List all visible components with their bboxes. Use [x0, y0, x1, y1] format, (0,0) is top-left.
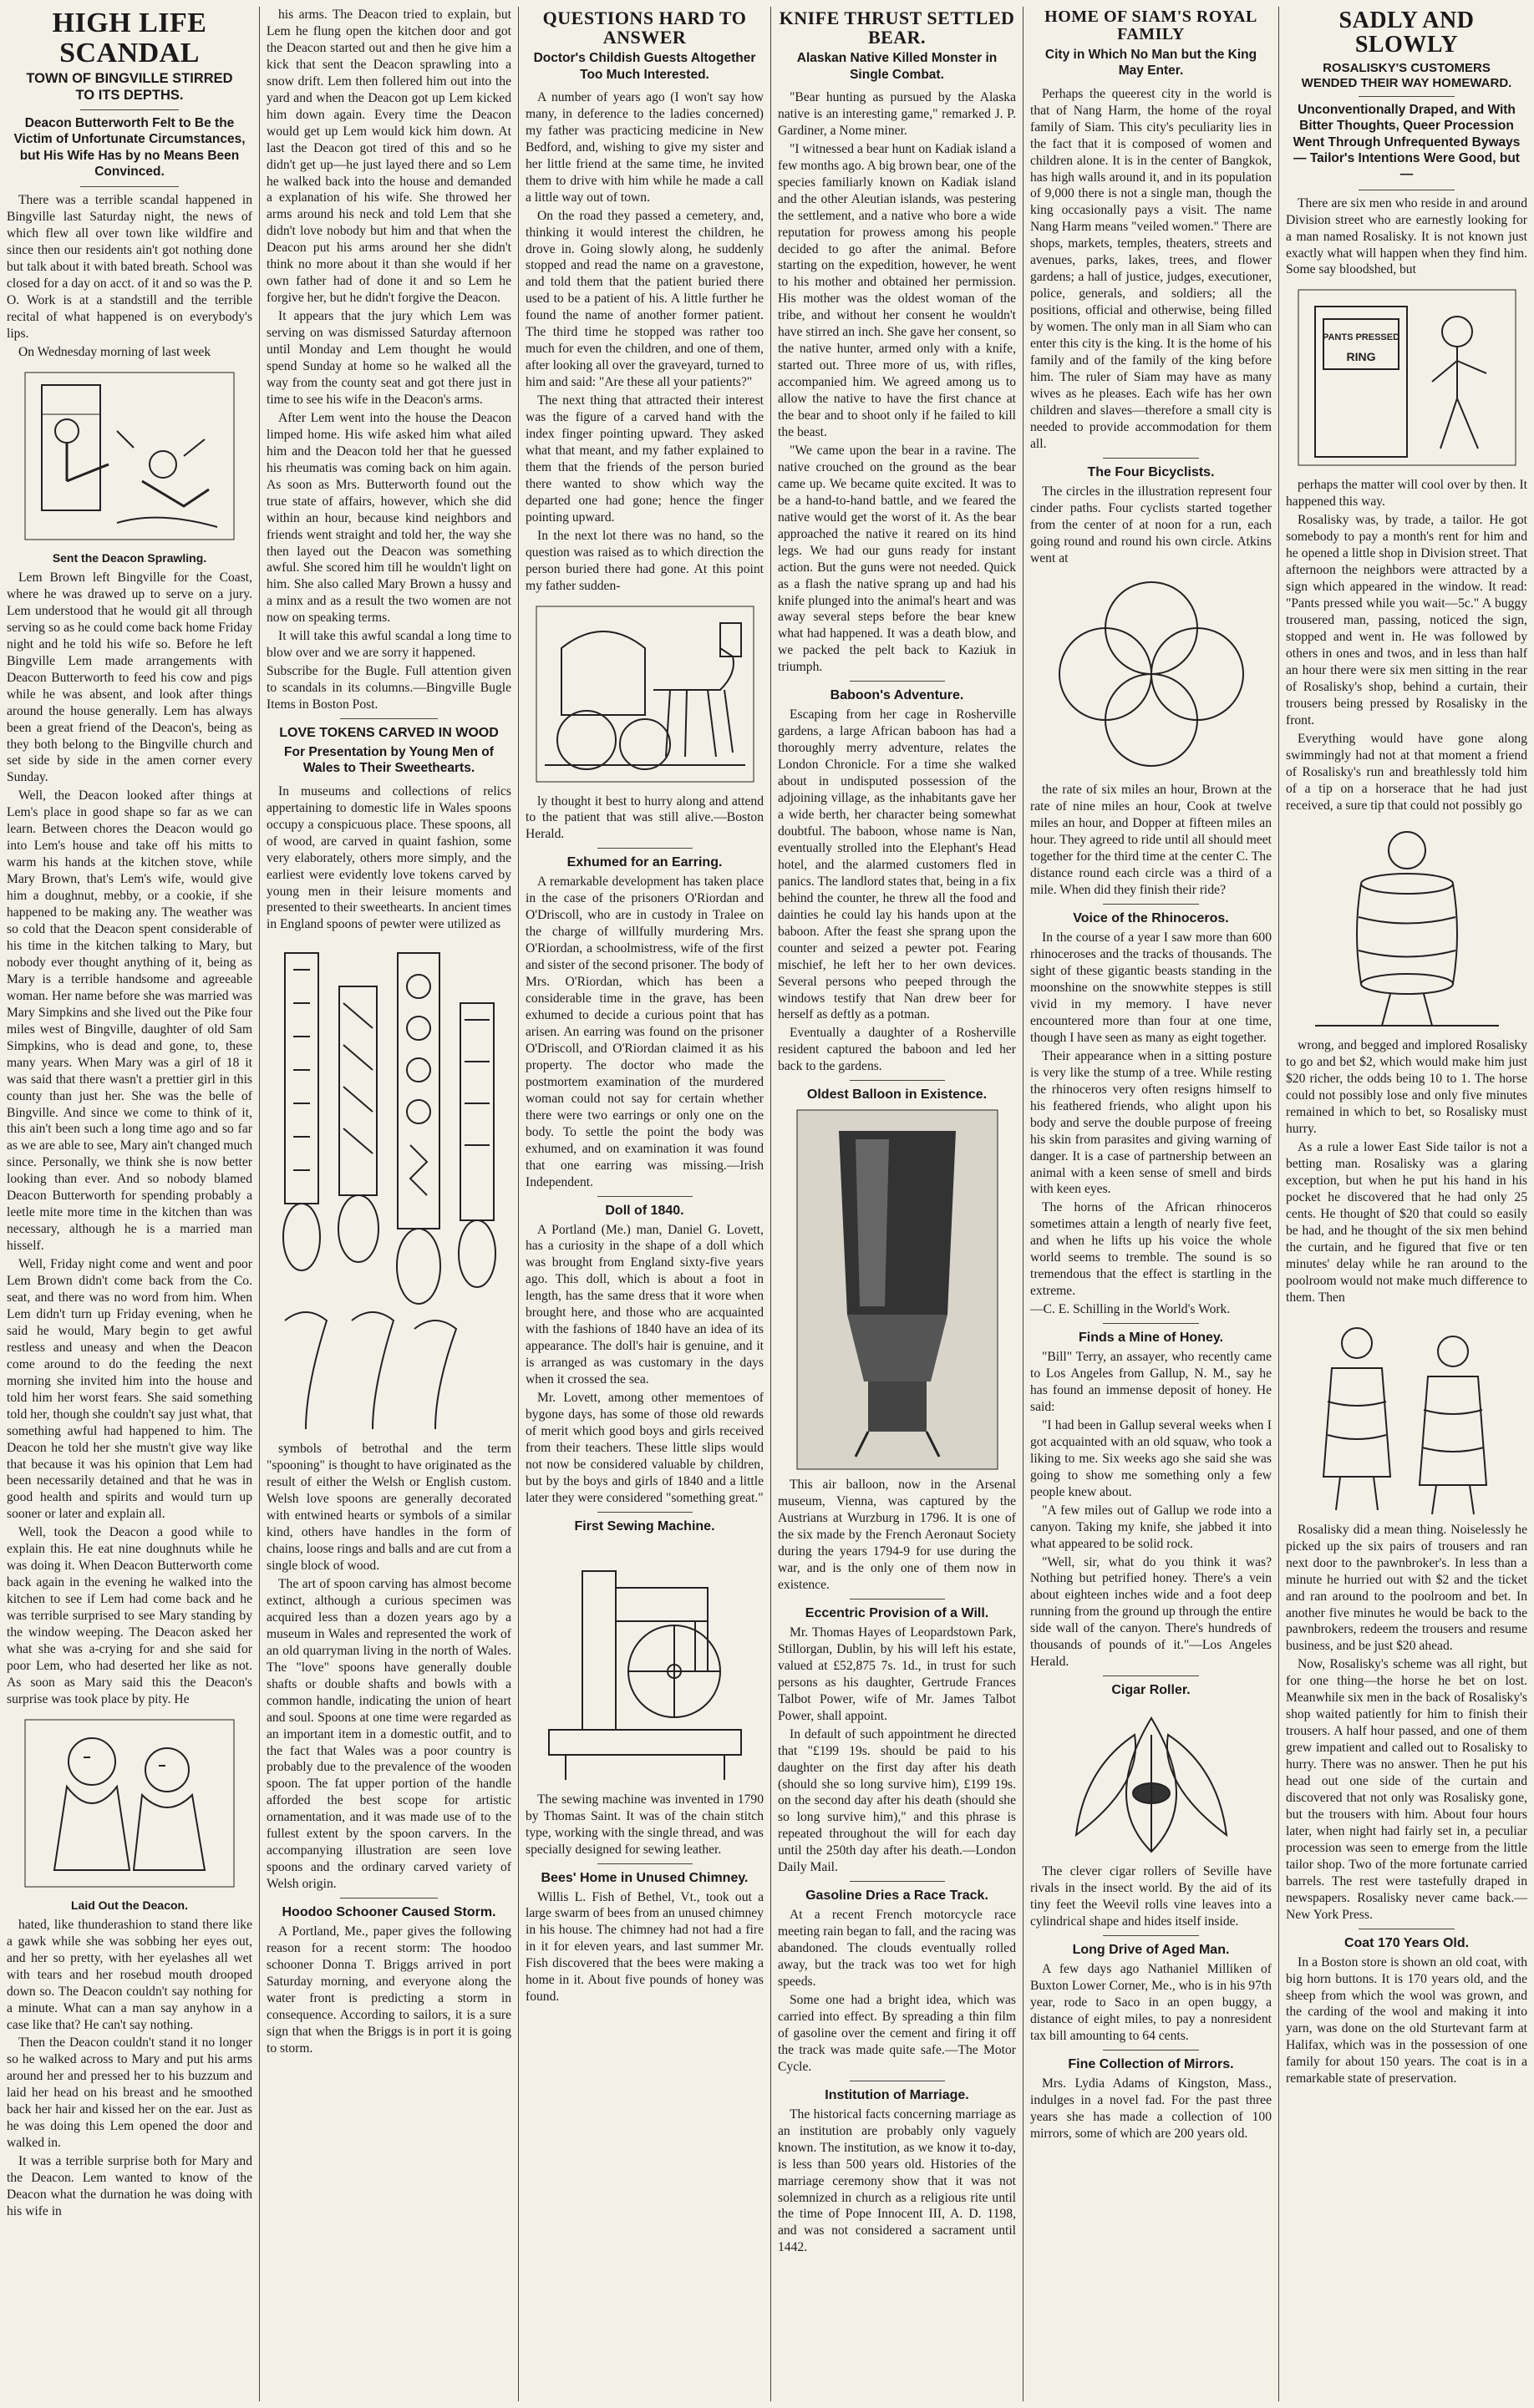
- headline-love-tokens: LOVE TOKENS CARVED IN WOOD: [279, 726, 499, 741]
- illustration-laid-out-deacon: [17, 1711, 242, 1895]
- headline-questions: QUESTIONS HARD TO ANSWER: [542, 8, 747, 48]
- headline-cigar-roller: Cigar Roller.: [1111, 1683, 1191, 1698]
- article-paragraph: Their appearance when in a sitting posture is very like the stump of a tree. While resting the rhinoceros very often resigns himself to his feathered friends, who alight upon his body and serve the double purpose of freeing his skin from parasites and giving warning of danger. It is a case of partnership between an animal with a keen sense of smell and birds with keen eyes.: [1030, 1048, 1272, 1197]
- illustration-procession: [1290, 1310, 1524, 1518]
- article-paragraph: Escaping from her cage in Rosherville gardens, a large African baboon has had a thoroughly merry adventure, relates the London Chronicle. For a time she walked about in undisputed possession of the adjoining village, as the inhabitants gave her a wide berth, her character being somewhat doubtful. The baboon, whose name is Nan, eventually strolled into the Elephant's Head hotel, and the alarmed customers fled in panics. The landlord states that, being in a fix behind the counter, he threw all the food and dainties he could lay his hands upon at the baboon. After the feast she sprang upon the counter and seized a pewter pot. Fearing mischief, he left her to her own devices. Several persons who peeped through the windows testify that Nan drew beer for herself as deftly as a potman.: [778, 707, 1016, 1022]
- weevil-leaves-drawing: [1051, 1701, 1252, 1860]
- deck-rosalisky: ROSALISKY'S CUSTOMERS WENDED THEIR WAY HOMEWARD.: [1301, 60, 1512, 90]
- article-paragraph: wrong, and begged and implored Rosalisky to go and bet $2, which would make him just $20 richer, the odds being 10 to 1. The horse could not possibly lose and only five minutes remained in which to bet, so Rosalisky must hurry.: [1286, 1038, 1527, 1137]
- article-paragraph: A Portland, Me., paper gives the following reason for a recent storm: The hoodoo schooner Donna T. Briggs arrived in port Saturday morning, and everyone along the water front is predicting a storm in consequence. According to sailors, it is a sure sign that when the Briggs is in port it is going to storm.: [267, 1924, 511, 2056]
- illustration-buggy: [528, 598, 762, 790]
- article-paragraph: Rosalisky was, by trade, a tailor. He got somebody to pay a month's rent for him and he opened a little shop in Division street. That afternoon the neighbors were attracted by a sign which appeared in the window. It read: "Pants pressed while you wait—5c." A buggy trousered man, passing, noticed the sign, stopped and went in. He was followed by others in ones and twos, and in less than half an hour there were six men sitting in the rear of Rosalisky's shop, behind a curtain, their trousers being pressed by Rosalisky in the front.: [1286, 513, 1527, 727]
- divider: [1359, 96, 1455, 97]
- divider: [80, 109, 179, 110]
- article-paragraph: "Bear hunting as pursued by the Alaska native is an interesting game," remarked J. P. Gardiner, a Nome miner.: [778, 89, 1016, 138]
- illustration-welsh-spoons: [268, 936, 510, 1437]
- column-knife-thrust: [770, 7, 1023, 2401]
- article-paragraph: "Bill" Terry, an assayer, who recently came to Los Angeles from Gallup, N. M., say he has found an immense deposit of honey. He said:: [1030, 1350, 1272, 1414]
- headline-sadly-and-slowly: SADLY AND SLOWLY: [1338, 8, 1475, 58]
- headline-marriage: Institution of Marriage.: [825, 2087, 969, 2102]
- deck-bingville: TOWN OF BINGVILLE STIRRED TO ITS DEPTHS.: [26, 71, 233, 104]
- divider: [1103, 904, 1200, 905]
- illustration-balloon: [789, 1106, 1006, 1473]
- headline-baboon: Baboon's Adventure.: [830, 688, 964, 703]
- divider: [1103, 1323, 1200, 1324]
- article-paragraph: Everything would have gone along swimmingly had not at that moment a friend of Rosalisky's run and breathlessly told him of a tip on a horserace that he had just received, a sure tip that could not possibly go: [1286, 731, 1527, 813]
- subdeck-procession: Unconventionally Draped, and With Bitter Thoughts, Queer Procession Went Through Unfrequented Byways — Tailor's Intentions Were Good, but—: [1293, 102, 1521, 182]
- sign-ring: RING: [1346, 350, 1375, 364]
- article-paragraph: "I had been in Gallup several weeks when I got acquainted with an old squaw, who took a liking to me. Six weeks ago she said she was going to show me something only a few people knew about.: [1030, 1417, 1272, 1499]
- divider: [850, 1080, 945, 1081]
- laid-out-deacon-drawing: [17, 1711, 242, 1895]
- column-questions: [518, 7, 770, 2401]
- article-paragraph: Then the Deacon couldn't stand it no longer so he walked across to Mary and put his arms around her and pressed her to his buzzum and laid her head on his breast and he smoothed back her hair and kissed her on the ear. Just as he was doing this Lem opened the door and walked in.: [7, 2035, 252, 2151]
- article-paragraph: perhaps the matter will cool over by then. It happened this way.: [1286, 478, 1527, 509]
- headline-bees: Bees' Home in Unused Chimney.: [541, 1870, 749, 1885]
- divider: [597, 1863, 693, 1864]
- headline-hoodoo-schooner: Hoodoo Schooner Caused Storm.: [282, 1905, 496, 1920]
- illustration-four-circles: [1047, 570, 1256, 778]
- article-paragraph: The art of spoon carving has almost become extinct, although a curious specimen was acquired less than a dozen years ago by a museum in Wales and represented the work of an old quarryman living in the north of Wales. The "love" spoons have generally double shafts or double shafts and bowls with a common handle, indicating the union of heart and soul. Spoons at one time were regarded as an important item in a domestic outfit, and to the fact that Wales was a poor country is probably due to the prevalence of the wooden spoon. The fat upper portion of the handle afforded the best scope for artistic ornamentation, and it was made use of to the fullest extent by the spoon carvers. In the accompanying illustration are seen love spoons and the ordinary carved variety of Welsh origin.: [267, 1576, 511, 1892]
- four-circles-diagram: [1047, 570, 1256, 778]
- headline-knife-thrust: KNIFE THRUST SETTLED BEAR.: [779, 8, 1015, 48]
- headline-doll: Doll of 1840.: [605, 1203, 684, 1218]
- article-paragraph: Mr. Thomas Hayes of Leopardstown Park, Stillorgan, Dublin, by his will left his estate, valued at £52,875 7s. 1d., in trust for such persons as his daughter, Gertrude Frances Talbot Power, wife of Mr. James Talbot Power, shall appoint.: [778, 1625, 1016, 1723]
- tailor-shop-drawing: [1290, 281, 1524, 474]
- article-paragraph: On the road they passed a cemetery, and, thinking it would interest the children, he drove in. Going slowly along, he suddenly stopped and read the name on a gravestone, and told them that the patient buried there used to be a patient of his. A little further he found the name of another former patient. The third time he stopped was rather too much for even the children, and one of them, after looking all over the graveyard, turned to him and said: "Are these all your patients?": [526, 208, 764, 390]
- divider: [1103, 1675, 1200, 1676]
- credit-line: Subscribe for the Bugle. Full attention given to scandals in its columns.—Bingville Bugle Items in Boston Post.: [267, 664, 511, 712]
- headline-gasoline: Gasoline Dries a Race Track.: [805, 1888, 988, 1904]
- credit-line: —C. E. Schilling in the World's Work.: [1030, 1302, 1231, 1317]
- welsh-love-spoons-drawing: [268, 936, 510, 1437]
- procession-drawing: [1290, 1310, 1524, 1518]
- article-paragraph: Perhaps the queerest city in the world is that of Nang Harm, the home of the royal family of Siam. This city's peculiarity lies in the fact that it is composed of women and children alone. It is in the center of Bangkok, has high walls around it, and in its population of 9,000 there is not a single man, though the king occasionally pays a visit. The name Nang Harm means "veiled women." There are shops, markets, temples, theaters, streets and avenues, parks, lakes, trees, and flower gardens; a hall of justice, judges, executioner, police, generals, and soldiers; all the positions, official and otherwise, being filled by women. The only man in all Siam who can enter this city is the king. It is the home of his family and of the family of the king before him. The ruler of Siam may have as many wives as he pleases. Each wife has her own children and slaves—therefore a small city is needed to provide accommodation for them all.: [1030, 86, 1272, 451]
- headline-honey: Finds a Mine of Honey.: [1078, 1331, 1224, 1346]
- article-paragraph: Rosalisky did a mean thing. Noiselessly he picked up the six pairs of trousers and ran next door to the pawnbroker's. In less than a minute he hurried out with $2 and the ticket and ran around to the poolroom and bet. In another five minutes he would be back to the pawnbrokers, redeem the trousers and resume business, and be just $20 ahead.: [1286, 1522, 1527, 1654]
- article-paragraph: Mr. Lovett, among other mementoes of bygone days, has some of those old rewards of merit which good boys and girls received from their teachers. These little slips would not now be considered valuable by children, but by the boys and girls of 1840 and a little later they were considered "something great.": [526, 1391, 764, 1505]
- divider: [597, 848, 693, 849]
- article-paragraph: A number of years ago (I won't say how many, in deference to the ladies concerned) my father was practicing medicine in New Bedford, and, wishing to give my sister and her little friend at the same time, he invited them to drive with him while he made a call a little way out of town.: [526, 89, 764, 205]
- article-paragraph: In the next lot there was no hand, so the question was raised as to which direction the person buried there had gone. At this point my father sudden-: [526, 528, 764, 593]
- column-love-tokens: [259, 7, 518, 2401]
- headline-oldest-balloon: Oldest Balloon in Existence.: [806, 1087, 988, 1103]
- man-in-barrel-drawing: [1290, 817, 1524, 1034]
- article-paragraph: There are six men who reside in and around Division street who are earnestly looking for a man named Rosalisky. It is not known just exactly what will happen when they find him. Some say bloodshed, but: [1286, 195, 1527, 277]
- article-paragraph: Mrs. Lydia Adams of Kingston, Mass., indulges in a novel fad. For the past three years she has made a collection of 100 mirrors, some of which are 200 years old.: [1030, 2076, 1272, 2141]
- article-paragraph: Lem Brown left Bingville for the Coast, where he was drawed up to serve on a jury. Lem understood that he would git all through serving so as he could come back home Friday night and he told his wife so. Before he left Bingville Lem made arrangements with Deacon Butterworth to feed his cow and pigs while he was absent, and look after things around the house generally. Lem has always been a great friend of the Deacon's, being as they both belong to the Bingville church and set side by side in the amen corner every Sunday.: [7, 570, 252, 785]
- article-paragraph: In default of such appointment he directed that "£199 19s. should be paid to his daughter on the first day after his death (should she so long survive him), £199 19s. on the second day after his death (should she so long survive him)," and this phrase is repeated throughout the will for each day until the 250th day after his death.—London Daily Mail.: [778, 1726, 1016, 1875]
- article-paragraph: The historical facts concerning marriage as an institution are probably only vaguely known. The institution, as we know it to-day, is less than 500 years old. Histories of the marriage ceremony show that it was not solemnized in church as a religious rite until the time of Pope Innocent III, A. D. 1198, and was not considered a sacrament until 1442.: [778, 2106, 1016, 2255]
- divider: [1103, 2050, 1200, 2051]
- article-paragraph: Willis L. Fish of Bethel, Vt., took out a large swarm of bees from an unused chimney in his house. The chimney had not had a fire in it for eleven years, and last summer Mr. Fish discovered that the bees were making a home in it. About five pounds of honey was found.: [526, 1889, 764, 2005]
- article-paragraph: "We came upon the bear in a ravine. The native crouched on the ground as the bear came up. We became quite excited. It was to be a hand-to-hand battle, and we feared the native would get the worst of it. As the bear approached the native it reared on its hind legs. We had our guns ready for instant action. But the guns were not needed. Quick as a flash the native sprang up and had his knife plunged into the animal's heart and was away several steps before the bear knew what had happened. It was a death blow, and we packed the pelt back to Kaziuk in triumph.: [778, 443, 1016, 675]
- divider: [597, 1512, 693, 1513]
- article-paragraph: A remarkable development has taken place in the case of the prisoners O'Riordan and O'Driscoll, who are in custody in Tralee on the charge of willfully murdering Mrs. O'Riordan, a schoolmistress, wife of the first and sister of the second prisoner. The body of Mrs. O'Riordan, which has been a considerable time in the grave, has been exhumed to decide a curious point that has arisen. An earring was found on the prisoner O'Driscoll, and O'Riordan claimed it as his property. The doctor who made the postmortem examination of the murdered woman could not say for certain whether there were two earrings or only one on the body. To settle the point the body was exhumed, and on examination it was found that one earring was missing.—Irish Independent.: [526, 874, 764, 1189]
- divider: [340, 718, 438, 719]
- headline-siam: HOME OF SIAM'S ROYAL FAMILY: [1044, 8, 1257, 43]
- subdeck-doctor: Doctor's Childish Guests Altogether Too Much Interested.: [533, 51, 756, 82]
- article-paragraph: The horns of the African rhinoceros sometimes attain a length of nearly five feet, and when he lifts up his voice the whole world seems to tremble. The sound is so tremendous that the effect is startling in the extreme.: [1030, 1200, 1272, 1299]
- divider: [1103, 458, 1200, 459]
- article-paragraph: On Wednesday morning of last week: [18, 345, 211, 360]
- deacon-kick-drawing: [17, 364, 242, 548]
- divider: [850, 1881, 945, 1882]
- article-paragraph: Well, Friday night come and went and poor Lem Brown didn't come back from the Co. seat, and there was no word from him. When Lem didn't turn up Friday evening, when he said he would, Mary begin to get awful restless and uneasy and when the Deacon come around to do the feeding the next morning she invited him into the house and told him her worst fears. She said something told her, though she couldn't say just what, that something awful had happened to him. The Deacon he told her she mustn't give way like that because it was his opinion that Lem had been necessarily detained and that he was in good health and spirits and would turn up sooner or later and explain all.: [7, 1257, 252, 1522]
- article-paragraph: ly thought it best to hurry along and attend to the patient that was still alive.—Boston Herald.: [526, 793, 764, 842]
- subdeck-alaskan: Alaskan Native Killed Monster in Single Combat.: [796, 51, 998, 82]
- headline-high-life-scandal: HIGH LIFE SCANDAL: [52, 8, 207, 68]
- subdeck-wales: For Presentation by Young Men of Wales to Their Sweethearts.: [284, 745, 494, 776]
- article-paragraph: hated, like thunderashion to stand there like a gawk while she was sobbing her eyes out, and her so pretty, with her eyelashes all wet with tears and her rosebud mouth drooped down so. The Deacon couldn't say nothing for a minute. What can a man say anyhow in a case like that? He can't say nothing.: [7, 1917, 252, 2032]
- article-paragraph: A Portland (Me.) man, Daniel G. Lovett, has a curiosity in the shape of a doll which was brought from England sixty-five years ago. This doll, which is about a foot in length, has the same dress that it wore when brought here, and those who are acquainted with the fashions of 1840 have an idea of its appearance. The doll's hair is genuine, and it is arranged as was customary in the days when it crossed the sea.: [526, 1222, 764, 1387]
- headline-eccentric-will: Eccentric Provision of a Will.: [805, 1605, 989, 1620]
- article-paragraph: In a Boston store is shown an old coat, with big horn buttons. It is 170 years old, and the sheep from which the wool was grown, and the carding of the wool and making it into yarn, was done on the old Sturtevant farm at Halifax, which was in the possession of one family for about 150 years. The coat is in a remarkable state of preservation.: [1286, 1954, 1527, 2086]
- headline-bicyclists: The Four Bicyclists.: [1087, 464, 1215, 479]
- column-high-life-scandal: [0, 7, 259, 2401]
- headline-mirrors: Fine Collection of Mirrors.: [1068, 2056, 1234, 2071]
- article-paragraph: Well, took the Deacon a good while to explain this. He eat nine doughnuts while he was doing it. When Deacon Butterworth come back again in the evening he walked into the kitchen to see if Lem had come back and he was terrible surprised to see Mary standing by the window weeping. The Deacon asked her what she was a-crying for and she said for poor Lem, who had deserted her like as not. As soon as Mary said this the Deacon's surprise was took place by pity. He: [7, 1525, 252, 1706]
- headline-long-drive: Long Drive of Aged Man.: [1072, 1943, 1230, 1957]
- article-paragraph: It will take this awful scandal a long time to blow over and we are sorry it happened.: [267, 629, 511, 661]
- article-paragraph: A few days ago Nathaniel Milliken of Buxton Lower Corner, Me., who is in his 97th year, rode to Saco in an open buggy, a distance of eight miles, to pay a nonresident tax bill amounting to 64 cents.: [1030, 1962, 1272, 2043]
- illustration-man-in-barrel: [1290, 817, 1524, 1034]
- divider: [597, 1196, 693, 1197]
- article-paragraph: "Well, sir, what do you think it was? Nothing but petrified honey. There's a vein about eighteen inches wide and a foot deep running from the ground up through the entire side wall of the canyon. There's hundreds of thousands of pounds of it."—Los Angeles Herald.: [1030, 1554, 1272, 1670]
- balloon-drawing: [789, 1106, 1006, 1473]
- illustration-sewing-machine: [532, 1538, 758, 1788]
- divider: [1103, 1935, 1200, 1936]
- caption-laid-out: Laid Out the Deacon.: [70, 1898, 188, 1912]
- article-paragraph: Eventually a daughter of a Rosherville resident captured the baboon and led her back to the gardens.: [778, 1026, 1016, 1074]
- sewing-machine-drawing: [532, 1538, 758, 1788]
- divider: [80, 186, 179, 187]
- headline-exhumed: Exhumed for an Earring.: [566, 855, 723, 870]
- headline-coat: Coat 170 Years Old.: [1344, 1935, 1470, 1950]
- column-siam: [1023, 7, 1278, 2401]
- article-paragraph: It was a terrible surprise both for Mary and the Deacon. Lem wanted to know of the Deacon what the durnation he was doing with his wife in: [7, 2154, 252, 2219]
- article-paragraph: The circles in the illustration represent four cinder paths. Four cyclists started together from the center of at noon for a run, each going round and round his own circle. Atkins went at: [1030, 484, 1272, 565]
- article-paragraph: the rate of six miles an hour, Brown at the rate of nine miles an hour, Cook at twelve miles an hour, and Dopper at fifteen miles an hour. They agreed to ride until all should meet together for the third time at the center C. The distance round each circle was a third of a mile. When did they finish their ride?: [1030, 783, 1272, 898]
- caption-sent-the-deacon: Sent the Deacon Sprawling.: [52, 551, 207, 565]
- article-paragraph: After Lem went into the house the Deacon limped home. His wife asked him what ailed him and the Deacon told her that he guessed his rheumatis was coming back on him again. As soon as Mrs. Butterworth found out the true state of affairs, however, which she did within an hour, because kind neighbors and friends went straight and told her, the way she then layed out the Deacon was something awful. She scored him till he wouldn't light on him. She also called Mary Brown a hussy and a minx and as a result the two women are not now on speaking terms.: [267, 410, 511, 626]
- divider: [850, 681, 945, 682]
- article-paragraph: In the course of a year I saw more than 600 rhinoceroses and the tracks of thousands. The sight of these gigantic beasts standing in the moonshine on the snowwhite steppes is still vivid in my memory. I have never encountered more than four at one time, though I have seen as many as eight together.: [1030, 930, 1272, 1045]
- article-paragraph: The sewing machine was invented in 1790 by Thomas Saint. It was of the chain stitch type, working with the single thread, and was specially designed for sewing leather.: [526, 1792, 764, 1857]
- article-paragraph: Some one had a bright idea, which was carried into effect. By spreading a thin film of gasoline over the cement and firing it off the track was made quite safe.—The Motor Cycle.: [778, 1993, 1016, 2074]
- illustration-cigar-roller: [1051, 1701, 1252, 1860]
- column-sadly-and-slowly: [1278, 7, 1534, 2401]
- article-paragraph: "I witnessed a bear hunt on Kadiak island a few months ago. A big brown bear, one of the species familiarly known on Kadiak island and the other Aleutian islands, was pestering the settlement, and a native who bore a wide reputation for prowess among his people decided to go after the animal. Before starting on the expedition, however, he went to his mother and obtained her permission. His mother was the oldest woman of the tribe, and without her consent he wouldn't have stirred an inch. She gave her consent, so the native hunter, armed only with a knife, started out. Three more of us, with rifles, accompanied him. We agreed among us to allow the native to have the first chance at the bear and to shoot only if he failed to kill the beast.: [778, 141, 1016, 439]
- article-paragraph: There was a terrible scandal happened in Bingville last Saturday night, the news of which flew all over town like wildfire and since then our residents ain't got nothing done but talk about it with bated breath. School was closed for a day on acct. of it and so was the P. O. Work is at a standstill and the terrible recital of what happened is on everybody's lips.: [7, 193, 252, 342]
- article-paragraph: his arms. The Deacon tried to explain, but Lem he flung open the kitchen door and got the Deacon started out and then he give him a kick that sent the Deacon sprawling into a snow drift. Lem then follered him out into the yard and when the Deacon got up Lem kicked him down again. Every time the Deacon would get up Lem would kick him down. At last the Deacon got tired of this and so he didn't get up—he just layed there and so Lem he walked back into the house and demanded a explanation of his wife. She throwed her arms around his neck and told Lem that she didn't love nobody but him and that when the Deacon put his arms around her she didn't think no more about it than she would if her own father had of done it and so Lem he forgive her, but he didn't forgive the Deacon.: [267, 8, 511, 306]
- headline-sewing-machine: First Sewing Machine.: [574, 1518, 715, 1534]
- article-paragraph: "A few miles out of Gallup we rode into a canyon. Taking my knife, she jabbed it into what appeared to be solid rock.: [1030, 1503, 1272, 1551]
- article-paragraph: At a recent French motorcycle race meeting rain began to fall, and the racing was abandoned. The clouds eventually rolled away, but the track was too wet for high speeds.: [778, 1908, 1016, 1990]
- illustration-tailor-shop: [1290, 281, 1524, 474]
- article-paragraph: Well, the Deacon looked after things at Lem's place in good shape so far as we can learn. Between chores the Deacon would go into Lem's house and take off his mitts to warm his hands at the kitchen stove, while Mary Brown, that's Lem's wife, would give him a doughnut, mebby, or a cookie, if she happened to be making any. The weather was so cold that the Deacon spent considerable of his time in the kitchen talking to Mary, but nobody ever thought anything of it, being as Mary is a terrible handsome and agreeable woman. Her name before she was married was Mary Simpkins and she lived out the Pike four miles west of Bingville, daughter of old Sam Simpkins, who is dead and gone, to, these many years. When Mary was a girl of 18 it was said that there wasn't a prettier girl in this county than just her. She was the belle of Bingville. And since we come to think of it, this ain't been such a long time ago and so far as we are able to see, Mary ain't changed much since. Personally, we think she is now better looking than ever. And so nobody blamed Deacon Butterworth for spending probably a leetle mite more time in the kitchen than was necessary, although he is a married man hisself.: [7, 788, 252, 1254]
- article-paragraph: Now, Rosalisky's scheme was all right, but for one thing—the horse he bet on lost. Meanwhile six men in the back of Rosalisky's shop waited patiently for him to finish their trousers. A half hour passed, and one of them grew impatient and called out to Rosalisky to hurry. There was no answer. Then he put his head out one side of the curtain and discovered that not only was Rosalisky gone, but the trousers with him. About four hours later, when night had fairly set in, a peculiar procession was seen to emerge from the little tailor shop. Two of the more fortunate carried barrels. The rest were tastefully draped in newspapers. Rosalisky never came back.—New York Press.: [1286, 1657, 1527, 1922]
- article-paragraph: This air balloon, now in the Arsenal museum, Vienna, was captured by the Austrians at Wurzburg in 1796. It is one of the six made by the French Aeronaut Society during the years 1794-9 for use during the war, and is the only one of them now in existence.: [778, 1478, 1016, 1592]
- article-paragraph: As a rule a lower East Side tailor is not a betting man. Rosalisky was a glaring exception, but when he put his hand in his pocket he discovered that he had only 25 cents. He thought of $20 that could so easily be had, and he thought of the six men behind the curtain, and he figured that five or ten minutes' delay while he ran around to the poolroom would not make much difference to them. Then: [1286, 1140, 1527, 1305]
- divider: [340, 1898, 438, 1899]
- illustration-deacon-sprawling: [17, 364, 242, 548]
- article-paragraph: symbols of betrothal and the term "spooning" is thought to have originated as the result of either the Welsh or English custom. Welsh love spoons are generally decorated with entwined hearts or symbols of a similar kind, others have handles in the form of chains, loose rings and balls and are cut from a single block of wood.: [267, 1442, 511, 1574]
- subdeck-deacon: Deacon Butterworth Felt to Be the Victim of Unfortunate Circumstances, but His Wife Has by no Means Been Convinced.: [13, 115, 246, 180]
- headline-rhinoceros: Voice of the Rhinoceros.: [1073, 911, 1229, 926]
- subdeck-city: City in Which No Man but the King May Enter.: [1044, 48, 1257, 79]
- horse-buggy-drawing: [528, 598, 762, 790]
- article-paragraph: It appears that the jury which Lem was serving on was dismissed Saturday afternoon until Monday and Lem thought he would spend Sunday at home so he walked all the way from the county seat and got there just in time to see his wife in the Deacon's arms.: [267, 309, 511, 407]
- article-paragraph: In museums and collections of relics appertaining to domestic life in Wales spoons occupy a conspicuous place. These spoons, all of wood, are carved in quaint fashion, some very elaborately, others more simply, and the earliest were evidently love tokens carved by young men in their leisure moments and presented to their sweethearts. In ancient times in England spoons of pewter were utilized as: [267, 783, 511, 932]
- sign-pants-pressed: PANTS PRESSED: [1322, 332, 1399, 343]
- article-paragraph: The next thing that attracted their interest was the figure of a carved hand with the index finger pointing upward. They asked what that meant, and my father explained to them that the friends of the person buried there wanted to show which way the departed one had gone; hence the finger pointing upward.: [526, 393, 764, 525]
- article-paragraph: The clever cigar rollers of Seville have rivals in the insect world. By the aid of its tiny feet the Weevil rolls vine leaves into a cylindrical shape and hides itself inside.: [1030, 1864, 1272, 1929]
